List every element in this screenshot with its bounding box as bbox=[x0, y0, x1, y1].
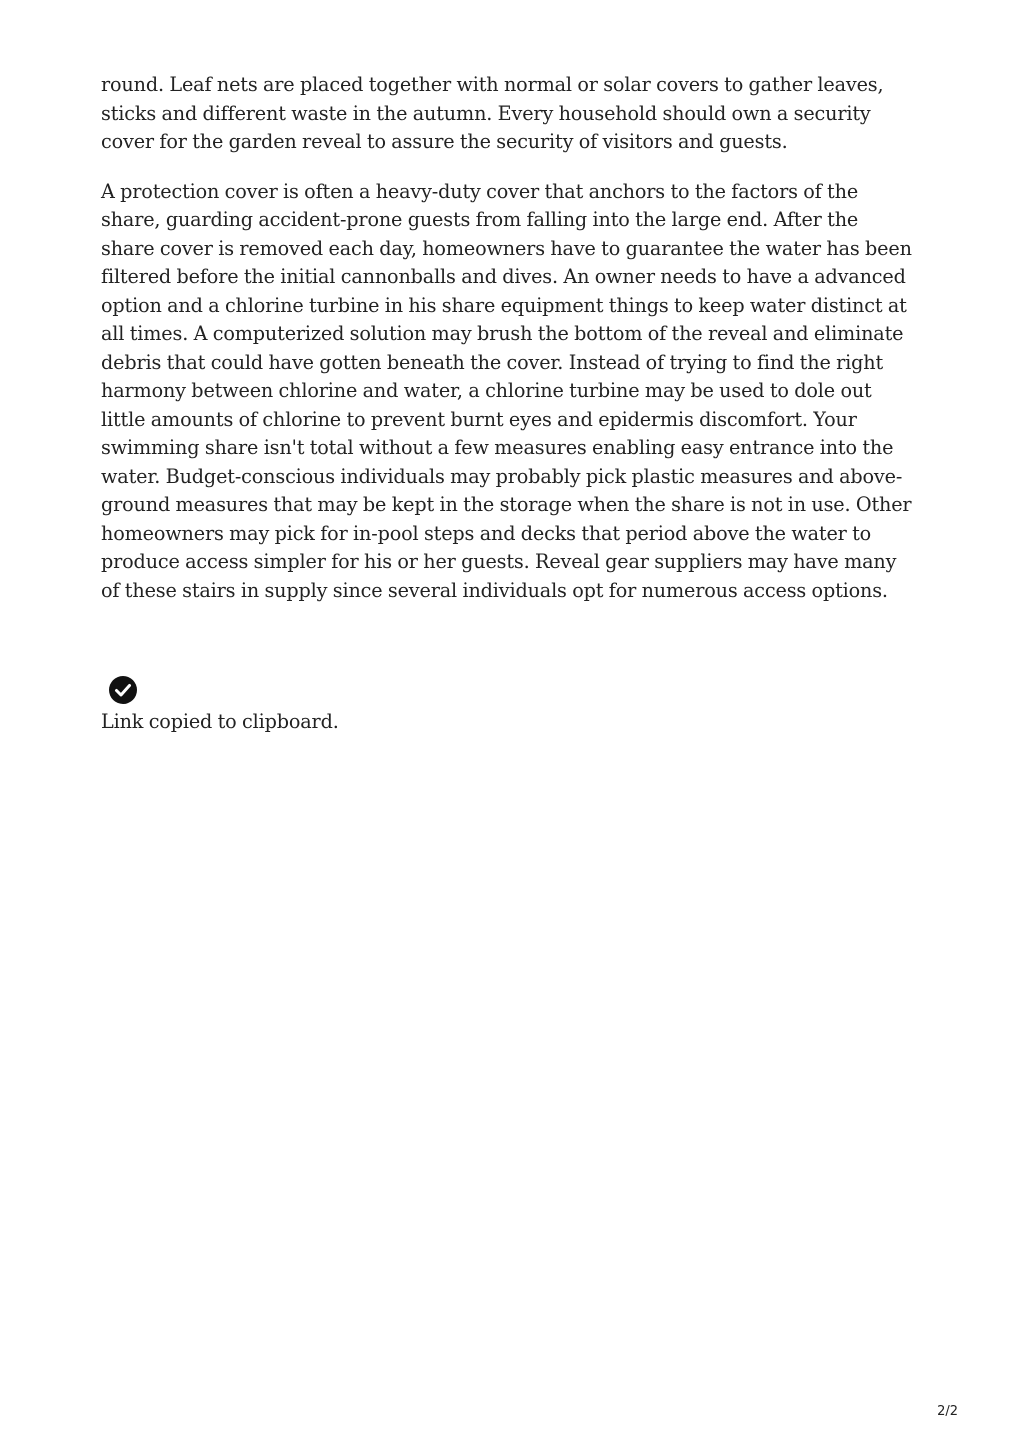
copy-link-notification bbox=[101, 675, 501, 736]
page-number: 2/2 bbox=[937, 1404, 958, 1419]
article-paragraph: A protection cover is often a heavy-duty cover that anchors to the factors of the share, guarding accident-prone guests from falling into the large end. After the share cover is removed each day, homeowners have to guarantee the water has been filtered before the initial cannonballs and dives. An owner needs to have a advanced option and a chlorine turbine in his share equipment things to keep water distinct at all times. A computerized solution may brush the bottom of the reveal and eliminate debris that could have gotten beneath the cover. Instead of trying to find the right harmony between chlorine and water, a chlorine turbine may be used to dole out little amounts of chlorine to prevent burnt eyes and epidermis discomfort. Your swimming share isn't total without a few measures enabling easy entrance into the water. Budget-conscious individuals may probably pick plastic measures and above-ground measures that may be kept in the storage when the share is not in use. Other homeowners may pick for in-pool steps and decks that period above the water to produce access simpler for his or her guests. Reveal gear suppliers may have many of these stairs in supply since several individuals opt for numerous access options. bbox=[101, 179, 912, 602]
article-paragraph: round. Leaf nets are placed together with normal or solar covers to gather leaves, sticks and different waste in the autumn. Every household should own a security cover for the garden reveal to assure the security of visitors and guests. bbox=[101, 73, 884, 153]
toast-message: Link copied to clipboard. bbox=[101, 710, 339, 733]
article-body bbox=[101, 71, 913, 626]
check-circle-icon bbox=[108, 675, 138, 705]
